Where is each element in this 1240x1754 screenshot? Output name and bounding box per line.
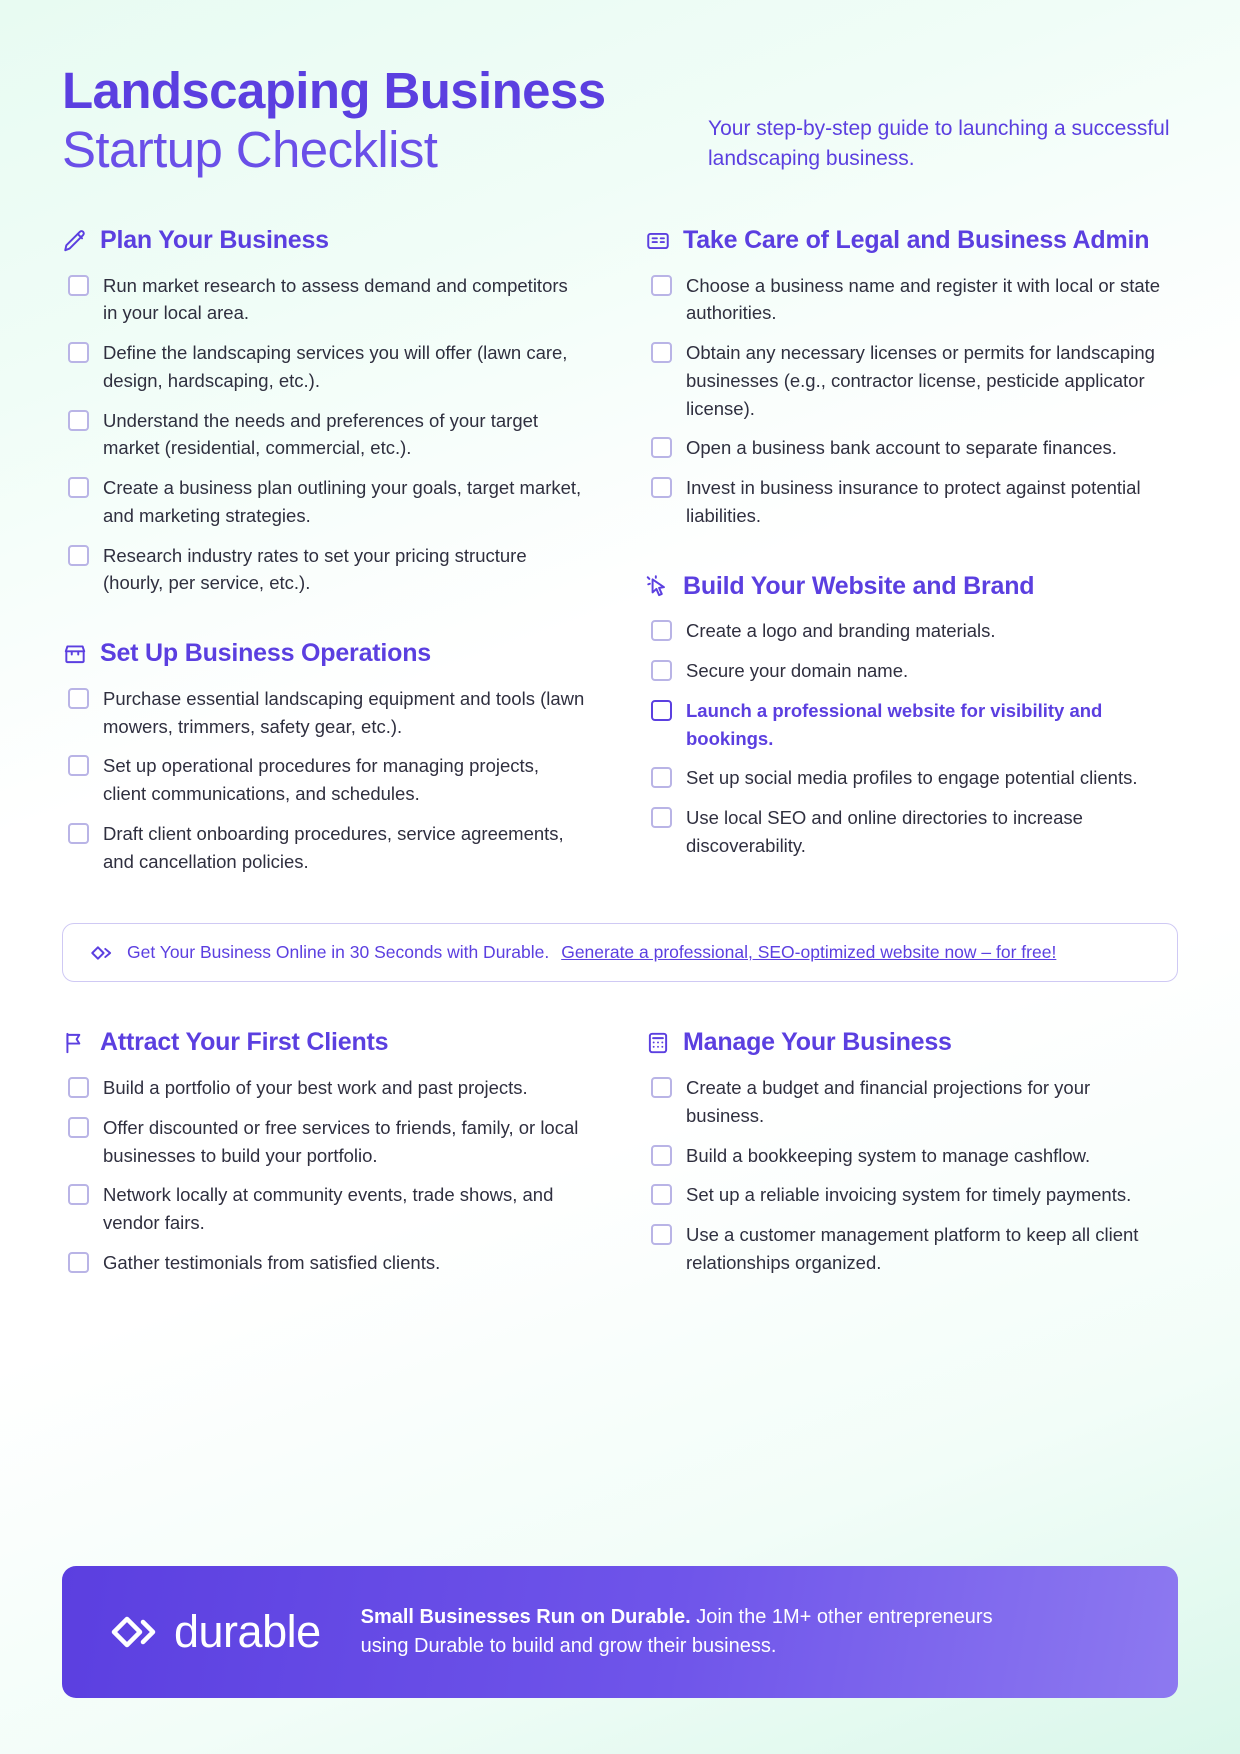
list-item-label: Build a bookkeeping system to manage cashflow. — [686, 1144, 1091, 1166]
section-header — [62, 224, 587, 258]
section-title: Build Your Website and Brand — [683, 571, 1035, 600]
checkbox[interactable] — [651, 437, 672, 458]
list-item[interactable] — [645, 434, 1170, 462]
list-item-label: Network locally at community events, trade shows, and vendor fairs. — [103, 1184, 554, 1233]
promo-link[interactable]: Generate a professional, SEO-optimized website now – for free! — [561, 942, 1057, 963]
section-header — [645, 570, 1170, 604]
page-title-line-2: Startup Checklist — [62, 121, 438, 179]
checkbox[interactable] — [68, 342, 89, 363]
footer-headline: Small Businesses Run on Durable. — [360, 1606, 691, 1628]
brand-lockup — [106, 1605, 321, 1659]
list-item[interactable] — [645, 1221, 1170, 1277]
document-icon — [645, 228, 671, 254]
list-item-label: Create a logo and branding materials. — [686, 620, 996, 642]
promo-text: Get Your Business Online in 30 Seconds with Durable. — [127, 942, 550, 963]
list-item-label: Offer discounted or free services to friends, family, or local businesses to build your portfolio. — [103, 1116, 579, 1166]
list-item[interactable] — [62, 1074, 587, 1102]
list-item-highlighted[interactable] — [645, 697, 1170, 753]
list-item-label: Set up social media profiles to engage potential clients. — [686, 767, 1138, 789]
checkbox[interactable] — [651, 1184, 672, 1205]
checklist-columns-top — [62, 224, 1178, 916]
section-header — [645, 1026, 1170, 1060]
list-item-label: Obtain any necessary licenses or permits for landscaping businesses (e.g., contractor license, pesticide applicator license). — [686, 342, 1155, 419]
list-item-label: Choose a business name and register it with local or state authorities. — [686, 274, 1161, 324]
list-item-label: Launch a professional website for visibility and bookings. — [686, 699, 1103, 749]
list-item-label: Define the landscaping services you will offer (lawn care, design, hardscaping, etc.). — [103, 342, 568, 391]
list-item[interactable] — [62, 542, 587, 598]
list-item-label: Use local SEO and online directories to increase discoverability. — [686, 807, 1083, 856]
checkbox[interactable] — [651, 620, 672, 641]
durable-logo-icon — [106, 1605, 160, 1659]
section-header — [62, 1026, 587, 1060]
footer-body: Join the 1M+ other entrepreneurs using Durable to build and grow their business. — [360, 1606, 993, 1657]
left-column-bottom — [62, 1026, 587, 1316]
section-header — [645, 224, 1170, 258]
list-item[interactable] — [645, 764, 1170, 792]
checkbox[interactable] — [68, 1077, 89, 1098]
checkbox[interactable] — [651, 1077, 672, 1098]
calculator-icon — [645, 1030, 671, 1056]
list-item[interactable] — [645, 1181, 1170, 1209]
section-take-care-of-legal-and-business-admin — [645, 224, 1170, 530]
section-set-up-business-operations — [62, 637, 587, 875]
section-title: Take Care of Legal and Business Admin — [683, 225, 1150, 254]
list-item[interactable] — [645, 1142, 1170, 1170]
list-item[interactable] — [62, 407, 587, 463]
section-build-your-website-and-brand — [645, 570, 1170, 860]
section-header — [62, 637, 587, 671]
list-item-label: Set up operational procedures for managing projects, client communications, and schedules. — [103, 755, 540, 804]
checkbox[interactable] — [68, 410, 89, 431]
list-item-label: Set up a reliable invoicing system for timely payments. — [686, 1184, 1132, 1206]
right-column-top — [645, 224, 1170, 916]
cursor-click-icon — [645, 574, 671, 600]
list-item-label: Use a customer management platform to keep all client relationships organized. — [686, 1224, 1139, 1273]
list-item[interactable] — [645, 804, 1170, 860]
page-header — [62, 56, 1178, 180]
list-item-label: Secure your domain name. — [686, 660, 909, 681]
page-subtitle: Your step-by-step guide to launching a successful landscaping business. — [708, 117, 1170, 171]
list-item[interactable] — [645, 617, 1170, 645]
list-item[interactable] — [62, 1181, 587, 1237]
checkbox[interactable] — [68, 755, 89, 776]
list-item-label: Run market research to assess demand and competitors in your local area. — [103, 274, 568, 324]
checkbox[interactable] — [651, 342, 672, 363]
section-title: Manage Your Business — [683, 1028, 952, 1057]
list-item[interactable] — [62, 272, 587, 328]
checkbox[interactable] — [651, 700, 672, 721]
list-item[interactable] — [62, 1114, 587, 1170]
checkbox[interactable] — [68, 823, 89, 844]
list-item[interactable] — [62, 685, 587, 741]
list-item-label: Understand the needs and preferences of your target market (residential, commercial, etc.). — [103, 409, 539, 459]
left-column-top — [62, 224, 587, 916]
checkbox[interactable] — [651, 1145, 672, 1166]
list-item-label: Create a budget and financial projections for your business. — [686, 1077, 1091, 1126]
checkbox[interactable] — [68, 1117, 89, 1138]
checkbox[interactable] — [651, 807, 672, 828]
list-item[interactable] — [62, 820, 587, 876]
section-plan-your-business — [62, 224, 587, 597]
checkbox[interactable] — [651, 477, 672, 498]
checkbox[interactable] — [68, 1184, 89, 1205]
footer-cta-banner[interactable] — [62, 1566, 1178, 1698]
list-item[interactable] — [645, 474, 1170, 530]
promo-banner[interactable] — [62, 923, 1178, 982]
title-block — [62, 62, 605, 180]
brand-name: durable — [174, 1606, 321, 1657]
checkbox[interactable] — [68, 688, 89, 709]
section-title: Set Up Business Operations — [100, 639, 431, 667]
checkbox[interactable] — [68, 545, 89, 566]
section-attract-your-first-clients — [62, 1026, 587, 1276]
section-title: Plan Your Business — [100, 225, 329, 254]
list-item-label: Open a business bank account to separate finances. — [686, 437, 1117, 459]
checkbox[interactable] — [651, 1224, 672, 1245]
list-item[interactable] — [645, 1074, 1170, 1130]
section-title: Attract Your First Clients — [100, 1028, 389, 1057]
right-column-bottom — [645, 1026, 1170, 1316]
checkbox[interactable] — [68, 275, 89, 296]
list-item-label: Build a portfolio of your best work and past projects. — [103, 1077, 528, 1098]
checkbox[interactable] — [68, 477, 89, 498]
list-item-label: Invest in business insurance to protect against potential liabilities. — [686, 477, 1141, 526]
page-title-line-1: Landscaping Business — [62, 62, 606, 119]
list-item[interactable] — [645, 272, 1170, 328]
list-item-label: Draft client onboarding procedures, service agreements, and cancellation policies. — [103, 822, 564, 872]
list-item-label: Create a business plan outlining your goals, target market, and marketing strategies. — [103, 477, 582, 526]
list-item[interactable] — [62, 1249, 587, 1277]
storefront-icon — [62, 641, 88, 667]
list-item[interactable] — [62, 752, 587, 808]
list-item-label: Purchase essential landscaping equipment and tools (lawn mowers, trimmers, safety gear, etc.). — [103, 687, 585, 737]
list-item-label: Gather testimonials from satisfied clients. — [103, 1251, 441, 1273]
pencil-icon — [62, 228, 88, 254]
checkbox[interactable] — [68, 1252, 89, 1273]
checkbox[interactable] — [651, 660, 672, 681]
list-item[interactable] — [62, 339, 587, 395]
list-item-label: Research industry rates to set your pricing structure (hourly, per service, etc.). — [103, 544, 527, 594]
megaphone-icon — [62, 1030, 88, 1056]
list-item[interactable] — [645, 339, 1170, 422]
durable-mark-icon — [89, 943, 115, 963]
checkbox[interactable] — [651, 767, 672, 788]
footer-message — [361, 1603, 1001, 1661]
list-item[interactable] — [62, 474, 587, 530]
list-item[interactable] — [645, 657, 1170, 685]
checklist-columns-bottom — [62, 1026, 1178, 1316]
section-manage-your-business — [645, 1026, 1170, 1276]
checkbox[interactable] — [651, 275, 672, 296]
